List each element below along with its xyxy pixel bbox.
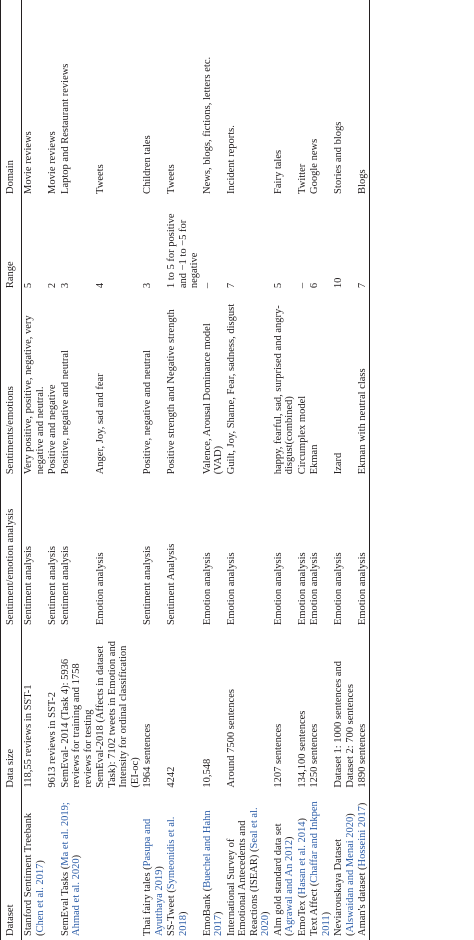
cell-analysis: Sentiment analysis: [47, 546, 58, 626]
cell-dataset: [59, 792, 95, 940]
cell-data-size: 1964 sentences: [142, 723, 153, 788]
table-row: [225, 0, 272, 940]
cell-range: 7: [356, 198, 369, 292]
cell-range: 2: [47, 282, 58, 289]
citation-link[interactable]: Chaffar and Inkpen 2011: [309, 801, 332, 936]
dataset-name: SS-Tweet (: [166, 889, 177, 936]
cell-data-size: SemEval- 2014 (Task 4): 5936 reviews for training and 1758 reviews for testing: [59, 658, 94, 788]
cell-dataset: [296, 792, 309, 940]
dataset-name: Thai fairy tales (: [142, 866, 153, 936]
cell-data-size: 4242: [166, 766, 177, 788]
header-emotions: Sentiments/emotions: [1, 292, 22, 478]
cell-emotions: Positive strength and Negative strength: [166, 309, 177, 475]
cell-emotions: Very positive, positive, negative, very negative and neutral.: [23, 315, 46, 475]
dataset-name: Neviarouskaya Dataset (: [333, 838, 356, 936]
table-row: [141, 0, 165, 940]
cell-range: 3: [142, 282, 153, 289]
cell-domain: Blogs: [356, 0, 369, 198]
cell-data-size: SemEval-2018 (Affects in dataset Task): 7102 tweets in Emotion and Intensity for ordinal classification (EI-oc): [95, 641, 141, 788]
cell-analysis: Emotion analysis: [272, 552, 284, 626]
dataset-name-tail: ): [284, 836, 295, 841]
cell-dataset: [356, 792, 369, 940]
table-row: [201, 0, 225, 940]
dataset-name-tail: ): [71, 854, 82, 859]
cell-emotions: Anger, Joy, sad and fear: [95, 373, 106, 475]
cell-data-size: 9613 reviews in SST-2: [47, 692, 58, 788]
dataset-name-tail: ): [34, 860, 46, 864]
table-row: [94, 0, 141, 940]
cell-analysis: Sentiment Analysis: [166, 543, 177, 626]
dataset-name-tail: ): [177, 911, 189, 915]
table-header-row: [1, 0, 22, 940]
cell-emotions: Guilt, Joy, Shame, Fear, sadness, disgust: [225, 303, 237, 475]
cell-dataset: [22, 792, 47, 940]
table-row: [296, 0, 309, 940]
cell-data-size: 134,100 sentences: [296, 710, 308, 788]
table-body: [22, 0, 370, 940]
cell-analysis: Emotion analysis: [201, 552, 213, 626]
cell-analysis: Emotion analysis: [356, 478, 369, 629]
cell-domain: Movie reviews: [47, 131, 58, 194]
cell-data-size: 10,548: [201, 758, 213, 788]
cell-range: 3: [59, 282, 71, 289]
dataset-name: EmoTex (: [296, 894, 308, 936]
cell-dataset: [94, 792, 141, 940]
cell-data-size: 1250 sentences: [309, 723, 320, 788]
dataset-name: Aman's dataset (: [357, 866, 368, 936]
cell-dataset: [332, 792, 356, 940]
cell-data-size: Dataset 1: 1000 sentences and Dataset 2: 700 sentences: [333, 661, 356, 788]
citation-link[interactable]: Symeonidis et al. 2018: [166, 816, 189, 936]
cell-range: –: [296, 282, 308, 289]
citation-link[interactable]: Alswaidan and Menai 2020: [344, 816, 356, 933]
dataset-name-tail: ): [320, 911, 332, 916]
cell-emotions: Positive, negative and neutral: [59, 350, 71, 475]
cell-domain: Tweets: [166, 164, 177, 194]
cell-analysis: Sentiment analysis: [23, 546, 34, 626]
cell-dataset: [46, 792, 59, 940]
cell-analysis: Sentiment analysis: [142, 546, 153, 626]
dataset-name: International Survey of Emotional Antecedents and Reactions (ISEAR) (: [225, 820, 260, 936]
cell-dataset: [308, 792, 332, 940]
dataset-name-tail: ): [260, 911, 271, 915]
citation-link[interactable]: Ma et al. 2019; Ahmad et al. 2020: [59, 802, 82, 936]
dataset-name-tail: ): [153, 866, 165, 870]
table-row: [165, 0, 201, 940]
cell-domain: Incident reports.: [225, 125, 237, 194]
dataset-name: SemEval Tasks (: [59, 865, 71, 936]
cell-analysis: Emotion analysis: [333, 552, 344, 626]
cell-domain: Stories and blogs: [333, 121, 344, 194]
cell-range: 10: [333, 277, 344, 289]
cell-range: 5: [23, 282, 34, 289]
table-row: [22, 0, 47, 940]
cell-emotions: Positive, negative and neutral: [142, 350, 153, 475]
table-row: [308, 0, 332, 940]
cell-domain: Children tales: [142, 135, 153, 194]
cell-range: 4: [95, 282, 106, 289]
citation-link[interactable]: Chen et al. 2017: [34, 863, 46, 933]
cell-domain: Laptop and Restaurant reviews: [59, 63, 71, 194]
header-analysis: Sentiment/emotion analysis: [1, 478, 22, 629]
cell-data-size: 1207 sentences: [272, 723, 284, 788]
table-row: [356, 0, 369, 940]
dataset-name: Stanford Sentiment Treebank (: [23, 812, 46, 936]
cell-range: 1 to 5 for positive and −1 to −5 for negative: [166, 213, 200, 289]
dataset-name: Text Affect (: [309, 882, 320, 936]
dataset-name-tail: ): [357, 802, 368, 807]
header-dataset: Dataset: [1, 792, 22, 940]
cell-emotions: Circumplex model: [296, 395, 308, 475]
cell-analysis: Emotion analysis: [225, 552, 237, 626]
cell-dataset: [201, 792, 225, 940]
table-row: [332, 0, 356, 940]
table-row: [272, 0, 296, 940]
cell-data-size: Around 7500 sentences: [225, 689, 237, 788]
cell-dataset: [141, 792, 165, 940]
citation-link[interactable]: Seal et al. 2020: [248, 807, 271, 936]
cell-dataset: [165, 792, 201, 940]
cell-domain: Google news: [309, 138, 320, 194]
cell-domain: Fairy tales: [272, 149, 284, 194]
cell-range: 5: [272, 282, 284, 289]
cell-domain: Movie reviews: [23, 131, 34, 194]
cell-data-size: 1890 sentences: [356, 629, 369, 792]
cell-analysis: Emotion analysis: [309, 552, 320, 626]
header-data-size: Data size: [1, 629, 22, 792]
table-row: [59, 0, 95, 940]
cell-emotions: Valence, Arousal Dominance model (VAD): [201, 323, 224, 475]
cell-analysis: Sentiment analysis: [59, 546, 71, 626]
header-domain: Domain: [1, 0, 22, 198]
dataset-name-tail: ): [296, 818, 308, 822]
cell-analysis: Emotion analysis: [296, 552, 308, 626]
cell-emotions: Izard: [333, 452, 344, 475]
cell-domain: Tweets: [95, 164, 106, 194]
cell-data-size: 118,55 reviews in SST-1: [23, 684, 34, 788]
dataset-name-tail: ): [213, 911, 224, 915]
cell-emotions: Ekman with neutral class: [356, 292, 369, 478]
cell-range: 7: [225, 282, 237, 289]
header-range: Range: [1, 198, 22, 292]
citation-link[interactable]: Buechel and Hahn 2017: [201, 810, 224, 936]
dataset-name: EmoBank (: [201, 887, 213, 936]
cell-dataset: [272, 792, 296, 940]
cell-emotions: happy, fearful, sad, surprised and angry-disgust(combined): [272, 305, 295, 475]
table-row: [46, 0, 59, 940]
cell-range: 6: [309, 282, 320, 289]
citation-link[interactable]: Hosseini 2017: [357, 806, 368, 867]
cell-dataset: [225, 792, 272, 940]
cell-analysis: Emotion analysis: [95, 552, 106, 626]
citation-link[interactable]: Hasan et al. 2014: [296, 821, 308, 895]
cell-range: –: [201, 282, 213, 289]
cell-domain: News, blogs, fictions, letters etc.: [201, 56, 213, 194]
cell-emotions: Ekman: [309, 444, 320, 475]
citation-link[interactable]: Pasupa and Ayutthaya 2019: [142, 818, 165, 936]
citation-link[interactable]: Agrawal and An 2012: [284, 840, 295, 933]
dataset-name: Alm gold standard data set (: [272, 823, 295, 936]
dataset-name-tail: ): [344, 813, 356, 817]
cell-emotions: Positive and negative: [47, 384, 58, 475]
cell-domain: Twitter: [296, 163, 308, 194]
